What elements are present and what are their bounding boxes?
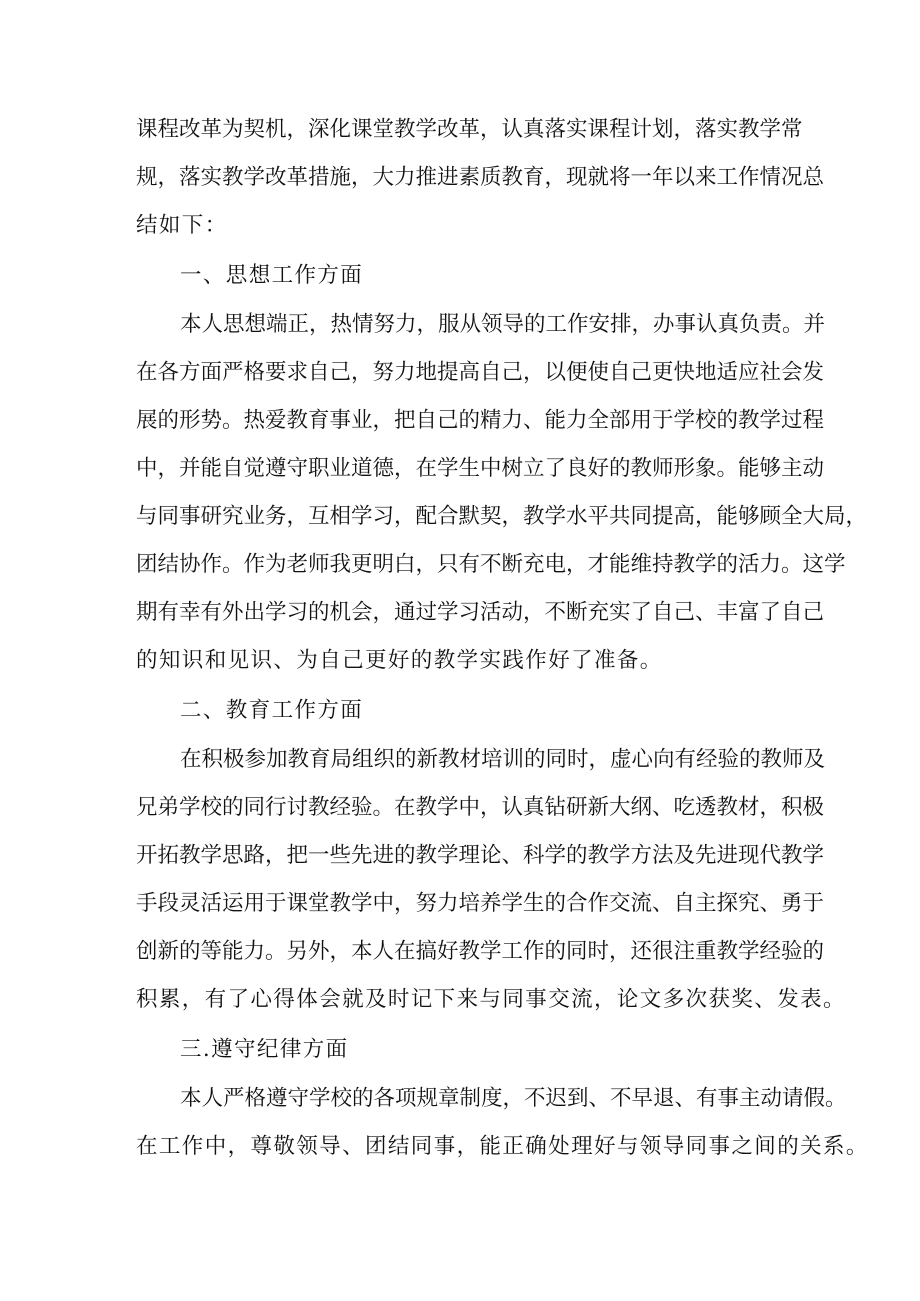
paragraph-line: 中，并能自觉遵守职业道德，在学生中树立了良好的教师形象。能够主动 bbox=[136, 456, 825, 481]
paragraph-line: 本人思想端正，热情努力，服从领导的工作安排，办事认真负责。并 bbox=[180, 312, 826, 337]
paragraph-line: 积累，有了心得体会就及时记下来与同事交流，论文多次获奖、发表。 bbox=[136, 987, 846, 1012]
paragraph-line: 期有幸有外出学习的机会，通过学习活动，不断充实了自己、丰富了自己 bbox=[136, 600, 825, 625]
paragraph-line: 展的形势。热爱教育事业，把自己的精力、能力全部用于学校的教学过程 bbox=[136, 408, 825, 433]
paragraph-line: 本人严格遵守学校的各项规章制度，不迟到、不早退、有事主动请假。 bbox=[180, 1086, 847, 1111]
paragraph-line: 结如下： bbox=[136, 213, 228, 238]
paragraph-line: 的知识和见识、为自己更好的教学实践作好了准备。 bbox=[136, 648, 663, 673]
paragraph-line: 开拓教学思路，把一些先进的教学理论、科学的教学方法及先进现代教学 bbox=[136, 843, 825, 868]
paragraph-line: 手段灵活运用于课堂教学中，努力培养学生的合作交流、自主探究、勇于 bbox=[136, 891, 825, 916]
paragraph-line: 课程改革为契机，深化课堂教学改革，认真落实课程计划，落实教学常 bbox=[136, 117, 803, 142]
paragraph-line: 在各方面严格要求自己，努力地提高自己，以便使自己更快地适应社会发 bbox=[136, 360, 825, 385]
paragraph-line: 团结协作。作为老师我更明白，只有不断充电，才能维持教学的活力。这学 bbox=[136, 552, 846, 577]
paragraph-line: 与同事研究业务，互相学习，配合默契，教学水平共同提高，能够顾全大局， bbox=[136, 504, 868, 529]
section-heading-1: 一、思想工作方面 bbox=[180, 263, 364, 288]
paragraph-line: 兄弟学校的同行讨教经验。在教学中，认真钻研新大纲、吃透教材，积极 bbox=[136, 795, 825, 820]
paragraph-line: 在积极参加教育局组织的新教材培训的同时，虚心向有经验的教师及 bbox=[180, 747, 826, 772]
paragraph-line: 规，落实教学改革措施，大力推进素质教育，现就将一年以来工作情况总 bbox=[136, 165, 825, 190]
paragraph-line: 创新的等能力。另外，本人在搞好教学工作的同时，还很注重教学经验的 bbox=[136, 939, 825, 964]
section-heading-2: 二、教育工作方面 bbox=[180, 698, 364, 723]
section-heading-3: 三.遵守纪律方面 bbox=[180, 1037, 349, 1062]
paragraph-line: 在工作中，尊敬领导、团结同事，能正确处理好与领导同事之间的关系。 bbox=[136, 1134, 869, 1159]
